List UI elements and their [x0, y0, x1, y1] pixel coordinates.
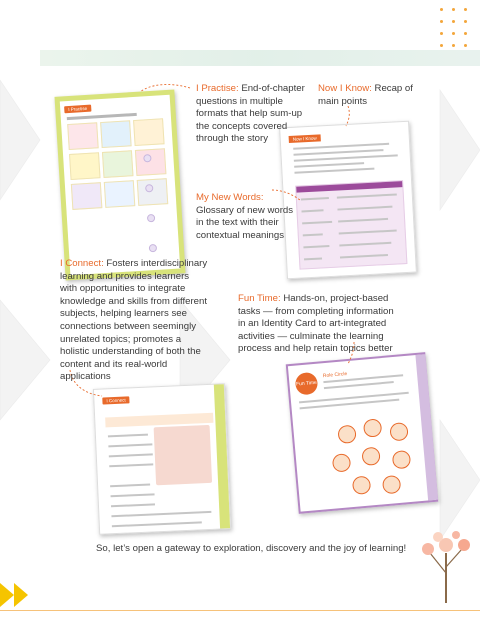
balloons-picture [135, 148, 167, 176]
face-picture [361, 447, 381, 467]
fun-heading: Fun Time: [238, 293, 281, 304]
children-illustration [154, 425, 212, 485]
connect-heading: I Connect: [60, 258, 104, 269]
elephant-picture [137, 178, 169, 206]
sun-picture [69, 152, 101, 180]
decorative-dots [440, 8, 470, 50]
flowering-tree-icon [406, 523, 476, 603]
practise-tag: I Practise [64, 105, 91, 114]
face-picture [332, 453, 352, 473]
baby-picture [67, 122, 99, 150]
face-picture [392, 450, 412, 470]
practise-heading: I Practise: [196, 83, 239, 94]
face-picture [363, 418, 383, 438]
glossary-table [295, 180, 407, 270]
role-circle-title: Role Circle [322, 371, 348, 380]
header-band [40, 50, 480, 66]
face-picture [337, 425, 357, 445]
play-arrows-icon [0, 581, 40, 609]
know-body: Recap of main points [318, 83, 413, 107]
fun-callout [238, 293, 398, 356]
practise-page-thumbnail [54, 90, 185, 281]
connect-body: Fosters interdisciplinary learning and provides learners with opportunities to integrate knowledge and skills from different subjects, helping learners see connections between seemingly unrelated topics; promotes a holistic understanding of both the content and its real-world applications [60, 258, 208, 383]
face-picture [382, 475, 402, 495]
fun-time-badge: Fun Time [295, 372, 319, 396]
cake-picture [133, 118, 165, 146]
connect-callout [60, 258, 208, 384]
know-callout [318, 83, 418, 108]
face-picture [389, 422, 409, 442]
connect-tag: I Connect [102, 396, 130, 404]
closing-sentence: So, let’s open a gateway to exploration, discovery and the joy of learning! [96, 543, 407, 554]
face-picture [352, 475, 372, 495]
connect-page-thumbnail [93, 383, 231, 535]
fun-body: Hands-on, project-based tasks — from completing information in an Identity Card to art-integrated activities — culminate the learning process and help retain topics better [238, 293, 394, 355]
footer-rule [0, 610, 480, 611]
rainbow-picture [104, 180, 136, 208]
words-heading: My New Words: [196, 192, 264, 203]
know-tag: Now I Know [289, 134, 321, 143]
plant-picture [102, 150, 134, 178]
words-callout [196, 192, 300, 242]
bed-picture [100, 120, 132, 148]
fun-time-page-thumbnail [286, 352, 439, 514]
practise-body: End-of-chapter questions in multiple formats that help sum-up the concepts covered through the story [196, 83, 305, 145]
shoes-picture [71, 182, 103, 210]
words-body: Glossary of new words in the text with their contextual meanings [196, 204, 294, 241]
know-heading: Now I Know: [318, 83, 372, 94]
practise-callout [196, 83, 306, 146]
